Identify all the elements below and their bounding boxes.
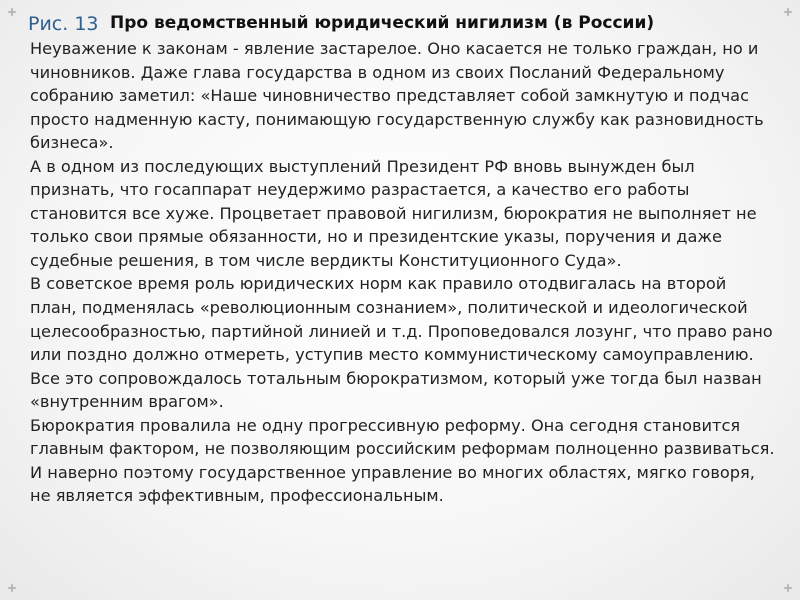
corner-plus-icon [8, 584, 16, 592]
paragraph: Бюрократия провалила не одну прогрессивную реформу. Она сегодня становится главным фактором, не позволяющим российским реформам полноценно развиваться. И наверно поэтому государственное управление во многих областях, мягко говоря, не является эффективным, профессиональным. [30, 415, 775, 506]
corner-plus-icon [784, 584, 792, 592]
figure-label: Рис. 13 [28, 13, 99, 35]
paragraph: А в одном из последующих выступлений Президент РФ вновь вынужден был признать, что госаппарат неудержимо разрастается, а качество его работы становится все хуже. Процветает правовой нигилизм, бюрократия не выполняет не только свои прямые обязанности, но и президентские указы, поручения и даже судебные решения, в том числе вердикты Конституционного Суда». [30, 156, 757, 270]
paragraph: Неуважение к законам - явление застарелое. Оно касается не только граждан, но и чиновников. Даже глава государства в одном из своих Посланий Федеральному собранию заметил: «Наше чиновничество представляет собой замкнутую и подчас просто надменную касту, понимающую государственную службу как разновидность бизнеса». [30, 39, 764, 153]
corner-plus-icon [8, 8, 16, 16]
body-text [30, 37, 778, 508]
paragraph: В советское время роль юридических норм как правило отодвигалась на второй план, подменялась «революционным сознанием», политической и идеологической целесообразностью, партийной линией и т.д. Проповедовался лозунг, что право рано или поздно должно отмереть, уступив место коммунистическому самоуправлению. Все это сопровождалось тотальным бюрократизмом, который уже тогда был назван «внутренним врагом». [30, 274, 773, 412]
corner-plus-icon [784, 8, 792, 16]
slide-title: Про ведомственный юридический нигилизм (в России) [110, 13, 655, 33]
